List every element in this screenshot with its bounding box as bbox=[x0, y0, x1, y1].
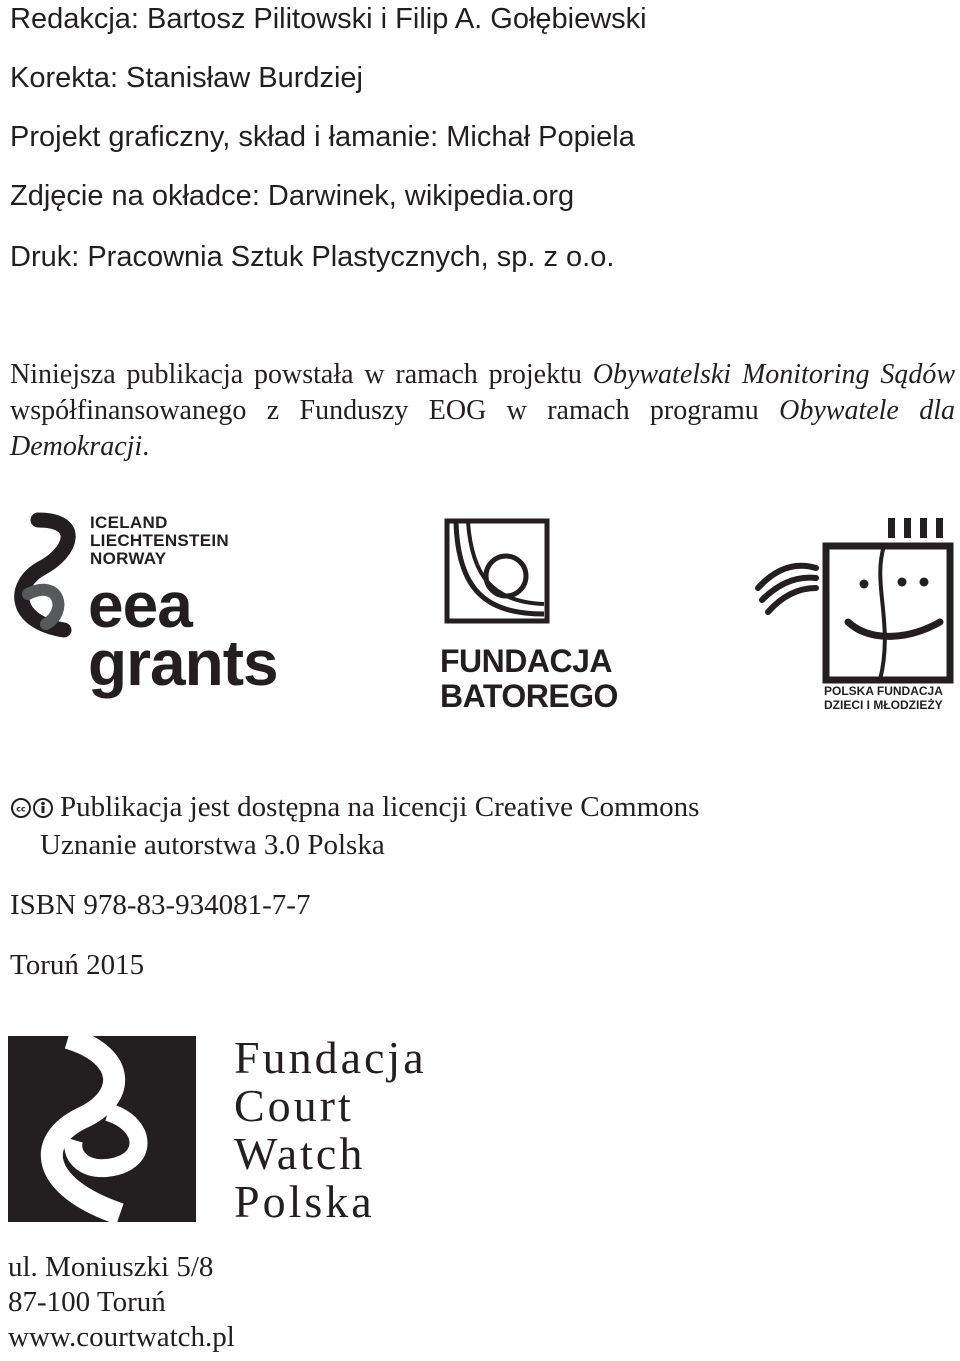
cc-by-icon bbox=[10, 795, 58, 821]
eea-country-1: ICELAND bbox=[90, 513, 168, 532]
pfdim-face-icon bbox=[752, 514, 958, 686]
eea-grants-logo bbox=[8, 512, 298, 702]
program-name: Obywatele dla Demokracji bbox=[10, 395, 955, 462]
court-watch-logo bbox=[8, 1036, 196, 1222]
batory-line-1: FUNDACJA bbox=[440, 643, 612, 679]
eea-word: eea bbox=[88, 569, 192, 641]
pfdim-line-2: DZIECI I MŁODZIEŻY bbox=[824, 698, 943, 712]
publisher-name-line-1: Fundacja bbox=[234, 1032, 427, 1083]
svg-text:cc: cc bbox=[16, 804, 26, 814]
address-website[interactable]: www.courtwatch.pl bbox=[8, 1321, 235, 1353]
publisher-name-line-2: Court bbox=[234, 1080, 354, 1131]
batory-line-2: BATOREGO bbox=[440, 678, 618, 714]
license-line-1: Publikacja jest dostępna na licencji Creative Commons bbox=[60, 791, 700, 823]
grants-word: grants bbox=[88, 627, 278, 699]
address-city: 87-100 Toruń bbox=[8, 1286, 166, 1318]
license-icons bbox=[10, 795, 58, 821]
eea-country-3: NORWAY bbox=[90, 549, 167, 568]
place-year: Toruń 2015 bbox=[10, 949, 145, 981]
publisher-address bbox=[8, 1250, 235, 1355]
court-watch-symbol-icon bbox=[8, 1036, 196, 1222]
publisher-name-line-3: Watch bbox=[234, 1128, 366, 1179]
publisher-name-line-4: Polska bbox=[234, 1176, 375, 1227]
funding-paragraph bbox=[10, 357, 955, 465]
license-line-2: Uznanie autorstwa 3.0 Polska bbox=[40, 829, 385, 861]
credit-proofreading: Korekta: Stanisław Burdziej bbox=[10, 62, 363, 94]
eea-country-2: LIECHTENSTEIN bbox=[90, 531, 229, 550]
pfdim-line-1: POLSKA FUNDACJA bbox=[824, 684, 943, 698]
batory-emblem-icon bbox=[444, 518, 554, 628]
address-street: ul. Moniuszki 5/8 bbox=[8, 1251, 214, 1283]
publisher-name bbox=[234, 1034, 427, 1226]
credit-printing: Druk: Pracownia Sztuk Plastycznych, sp. z o.o. bbox=[10, 241, 615, 273]
fundacja-batorego-logo bbox=[440, 516, 620, 712]
pfdim-logo bbox=[752, 514, 958, 714]
project-name: Obywatelski Monitoring Sądów bbox=[592, 359, 955, 390]
credit-design: Projekt graficzny, skład i łamanie: Michał Popiela bbox=[10, 121, 635, 153]
credit-cover-photo: Zdjęcie na okładce: Darwinek, wikipedia.org bbox=[10, 180, 575, 212]
funding-text-2: współfinansowanego z Funduszy EOG w ramach programu bbox=[10, 395, 780, 426]
credit-editors: Redakcja: Bartosz Pilitowski i Filip A. Gołębiewski bbox=[10, 3, 647, 35]
isbn: ISBN 978-83-934081-7-7 bbox=[10, 889, 311, 921]
funding-text-3: . bbox=[142, 431, 150, 462]
funding-text-1: Niniejsza publikacja powstała w ramach projektu bbox=[10, 359, 593, 390]
